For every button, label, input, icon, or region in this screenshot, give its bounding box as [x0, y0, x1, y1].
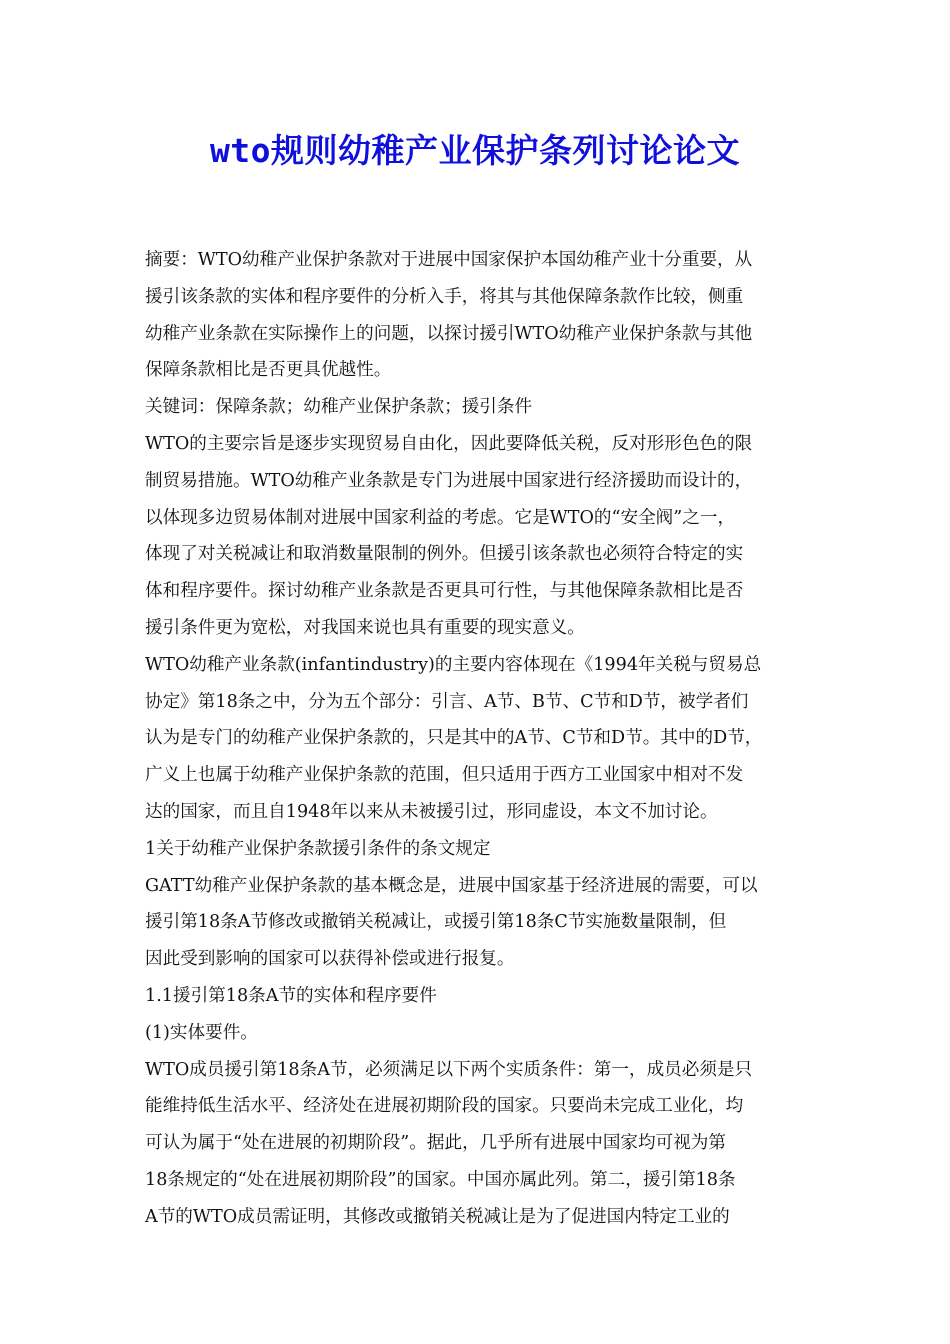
document-title: wto规则幼稚产业保护条列讨论论文 — [209, 131, 741, 170]
section-heading: 1关于幼稚产业保护条款援引条件的条文规定 — [145, 838, 491, 859]
document-body — [145, 242, 825, 1236]
abstract-paragraph: 摘要：WTO幼稚产业保护条款对于进展中国家保护本国幼稚产业十分重要，从 援引该条款的实体和程序要件的分析入手，将其与其他保障条款作比较，侧重 幼稚产业条款在实际操作上的问题，以探讨援引WTO幼稚产业保护条款与其他 保障条款相比是否更具优越性。 — [145, 250, 753, 381]
keywords-paragraph: 关键词：保障条款；幼稚产业保护条款；援引条件 — [145, 397, 533, 418]
sub-subsection-heading: (1)实体要件。 — [145, 1022, 258, 1043]
body-paragraph: GATT幼稚产业保护条款的基本概念是，进展中国家基于经济进展的需要，可以 援引第18条A节修改或撤销关税减让，或援引第18条C节实施数量限制，但 因此受到影响的国家可以获得补偿或进行报复。 — [145, 875, 758, 970]
subsection-heading: 1.1援引第18条A节的实体和程序要件 — [145, 985, 437, 1006]
body-paragraph: WTO幼稚产业条款(infantindustry)的主要内容体现在《1994年关税与贸易总 协定》第18条之中，分为五个部分：引言、A节、B节、C节和D节，被学者们 认为是专门的幼稚产业保护条款的，只是其中的A节、C节和D节。其中的D节， 广义上也属于幼稚产业保护条款的范围，但只适用于西方工业国家中相对不发 达的国家，而且自1948年以来从未被援引过，形同虚设，本文不加讨论。 — [145, 654, 763, 822]
body-paragraph: WTO的主要宗旨是逐步实现贸易自由化，因此要降低关税，反对形形色色的限 制贸易措施。WTO幼稚产业条款是专门为进展中国家进行经济援助而设计的， 以体现多边贸易体制对进展中国家利益的考虑。它是WTO的“安全阀”之一， 体现了对关税减让和取消数量限制的例外。但援引该条款也必须符合特定的实 体和程序要件。探讨幼稚产业条款是否更具可行性，与其他保障条款相比是否 援引条件更为宽松，对我国来说也具有重要的现实意义。 — [145, 433, 753, 638]
body-paragraph: WTO成员援引第18条A节，必须满足以下两个实质条件：第一，成员必须是只 能维持低生活水平、经济处在进展初期阶段的国家。只要尚未完成工业化，均 可认为属于“处在进展的初期阶段”。据此，几乎所有进展中国家均可视为第 18条规定的“处在进展初期阶段”的国家。中国亦属此列。第二，援引第18条 A节的WTO成员需证明，其修改或撤销关税减让是为了促进国内特定工业的 — [145, 1059, 753, 1227]
